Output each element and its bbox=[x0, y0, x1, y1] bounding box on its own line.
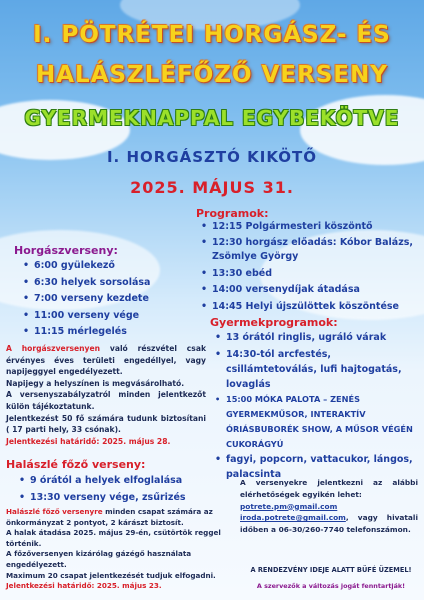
angling-deadline: Jelentkezési határidő: 2025. május 28. bbox=[6, 436, 171, 446]
fish-handover-note: A halak átadása 2025. május 29-én, csütörtök reggel történik. bbox=[6, 528, 221, 548]
list-item: • 14:30-tól arcfestés, csillámtetoválás, lufi hajtogatás, lovaglás bbox=[214, 347, 419, 392]
list-item: • 14:45 Helyi újszülöttek köszöntése bbox=[200, 299, 415, 316]
email-link-1[interactable]: potrete.pm@gmail.com bbox=[240, 501, 338, 511]
list-item: • 13:30 verseny vége, zsűrizés bbox=[18, 490, 218, 507]
angling-ticket-note: Napijegy a helyszínen is megvásárolható. bbox=[6, 378, 185, 388]
list-item: • 14:00 versenydíjak átadása bbox=[200, 282, 415, 299]
contact-phone-text: , vagy hivatali időben a 06-30/260-7740 telefonszámon. bbox=[240, 513, 418, 535]
list-item: • 6:00 gyülekező bbox=[22, 258, 192, 275]
contact-intro: A versenyekre jelentkezni az alábbi elérhetőségek egyikén lehet: bbox=[240, 478, 418, 499]
buffet-notice: A RENDEZVÉNY IDEJE ALATT BÜFÉ ÜZEMEL! bbox=[250, 566, 412, 574]
changes-notice: A szervezők a változás jogát fenntartják! bbox=[256, 582, 406, 590]
email-link-2[interactable]: iroda.potrete@gmail.com bbox=[240, 513, 346, 523]
list-item: • 9 órától a helyek elfoglalása bbox=[18, 473, 218, 490]
kids-programs-heading: Gyermekprogramok: bbox=[210, 316, 338, 329]
fish-soup-info-lead: Halászlé főző versenyre bbox=[6, 507, 103, 516]
fish-soup-info bbox=[6, 507, 238, 592]
list-item: • 11:15 mérlegelés bbox=[22, 324, 192, 341]
title-line-2: HALÁSZLÉFŐZŐ VERSENY bbox=[35, 62, 389, 88]
fish-soup-heading: Halászlé főző verseny: bbox=[6, 458, 146, 471]
angling-info bbox=[6, 343, 206, 447]
event-date: 2025. MÁJUS 31. bbox=[130, 178, 294, 197]
programs-heading: Programok: bbox=[196, 207, 269, 220]
list-item: • 11:00 verseny vége bbox=[22, 308, 192, 325]
contact-info bbox=[240, 477, 418, 536]
angling-capacity-note: Jelentkezést 50 fő számára tudunk biztosítani ( 17 parti hely, 33 csónak). bbox=[6, 413, 206, 435]
title-line-1: I. PÖTRÉTEI HORGÁSZ- ÉS bbox=[33, 22, 391, 48]
angling-info-lead: A horgászversenyen bbox=[6, 344, 101, 353]
fish-soup-deadline: Jelentkezési határidő: 2025. május 23. bbox=[6, 581, 162, 591]
programs-list bbox=[200, 219, 415, 315]
angling-rules-note: A versenyszabályzatról minden jelentkezőt külön tájékoztatunk. bbox=[6, 390, 206, 411]
list-item: • 15:00 MÓKA PALOTA – ZENÉS GYERMEKMŰSOR, INTERAKTÍV ÓRIÁSBUBORÉK SHOW, A MŰSOR VÉGÉN CUKORÁGYÚ bbox=[214, 392, 419, 452]
fish-soup-schedule bbox=[18, 473, 218, 506]
list-item: • 13:30 ebéd bbox=[200, 266, 415, 283]
list-item: • 7:00 verseny kezdete bbox=[22, 291, 192, 308]
team-limit-note: Maximum 20 csapat jelentkezését tudjuk elfogadni. bbox=[6, 570, 216, 580]
subtitle: GYERMEKNAPPAL EGYBEKÖTVE bbox=[24, 106, 400, 130]
angling-info-text: való részvétel csak érvényes éves területi engedéllyel, vagy napijeggyel engedélyezett. bbox=[6, 344, 206, 377]
list-item: • 6:30 helyek sorsolása bbox=[22, 275, 192, 292]
angling-heading: Horgászverseny: bbox=[14, 244, 118, 257]
gas-burner-note: A főzőversenyen kizárólag gázégő használata engedélyezett. bbox=[6, 549, 192, 569]
list-item: • 12:15 Polgármesteri köszöntő bbox=[200, 219, 415, 236]
list-item: • 13 órától ringlis, ugráló várak bbox=[214, 330, 419, 347]
venue: I. HORGÁSZTÓ KIKÖTŐ bbox=[106, 148, 318, 166]
list-item: • 12:30 horgász előadás: Kóbor Balázs, Zsömlye György bbox=[200, 236, 415, 266]
kids-programs-list bbox=[214, 330, 419, 482]
angling-schedule bbox=[22, 258, 192, 341]
list-item: • fagyi, popcorn, vattacukor, lángos, palacsinta bbox=[214, 452, 419, 482]
fish-soup-info-text: minden csapat számára az önkormányzat 2 pontyot, 2 kárászt biztosít. bbox=[6, 507, 213, 527]
